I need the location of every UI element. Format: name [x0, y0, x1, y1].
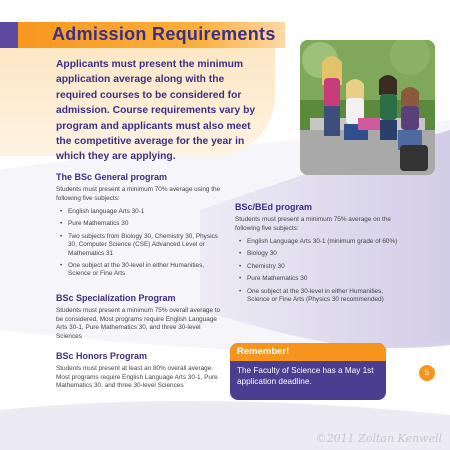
intro-text: Applicants must present the minimum application average along with the required courses to be considered for admission. Course requirements vary by program and applicants must also meet the competitive average for the year in which they are applying. [56, 59, 256, 163]
list-item: • English Language Arts 30-1 (minimum grade of 60%) [239, 238, 404, 246]
page-title: Admission Requirements [52, 24, 276, 44]
bsc-honors-title: BSc Honors Program [56, 351, 148, 361]
bsc-specialization-text: Students must present a minimum 75% overall average to be considered. Most programs require English Language Arts 30-1, Pure Mathematics 30, and three 30-level Sciences [56, 307, 221, 340]
bsc-general-list [60, 208, 225, 283]
remember-text: The Faculty of Science has a May 1st application deadline. [237, 366, 374, 386]
list-item: • English language Arts 30-1 [60, 208, 225, 216]
bsc-general-title: The BSc General program [56, 172, 168, 182]
watermark: ©2011 Zoltan Kenwell [315, 432, 442, 445]
list-item: • One subject at the 30-level in either Humanities, Science or Fine Arts (Physics 30 recommended) [239, 288, 404, 305]
list-item: • Biology 30 [239, 250, 404, 258]
bsc-honors-text: Students must present at least an 80% overall average. Most programs require English Language Arts 30-1, Pure Mathematics 30, and three 30-level Sciences [56, 365, 218, 390]
list-item: • Pure Mathematics 30 [60, 220, 225, 228]
list-item: • Two subjects from Biology 30, Chemistry 30, Physics 30, Computer Science (CSE) Advanced Level or Mathematics 31 [60, 233, 225, 258]
header-accent [0, 22, 18, 48]
bsc-specialization-title: BSc Specialization Program [56, 293, 176, 303]
remember-callout [230, 343, 386, 400]
bsc-general-text: Students must present a minimum 70% average using the following five subjects: [56, 186, 221, 202]
page-number: 5 [419, 365, 435, 381]
bsc-bed-title: BSc/BEd program [235, 202, 313, 212]
list-item: • Pure Mathematics 30 [239, 275, 404, 283]
bsc-bed-text: Students must present a minimum 75% average on the following five subjects: [235, 216, 391, 232]
list-item: • Chemistry 30 [239, 263, 404, 271]
students-photo [300, 40, 435, 175]
bsc-bed-list [239, 238, 404, 308]
remember-heading: Remember! [230, 343, 386, 361]
list-item: • One subject at the 30-level in either Humanities, Science or Fine Arts [60, 262, 225, 279]
